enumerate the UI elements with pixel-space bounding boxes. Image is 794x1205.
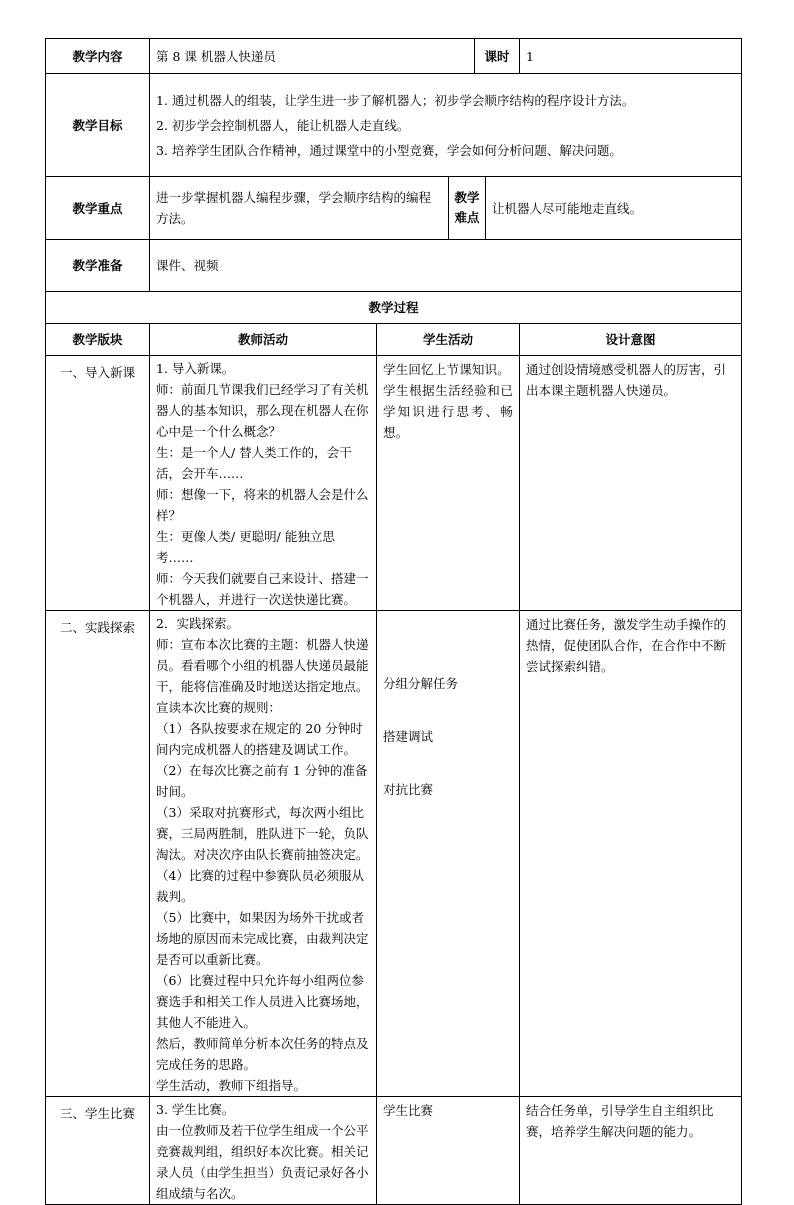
block-3-student	[377, 1097, 520, 1205]
student-line: 学生根据生活经验和已学知识进行思考、畅想。	[383, 383, 514, 440]
teacher-line: 师：宣布本次比赛的主题：机器人快递员。看看哪个小组的机器人快递员最能干，能将信准确及时地送达指定地点。	[156, 637, 369, 694]
hours-label: 课时	[475, 39, 520, 74]
teacher-line: 1. 导入新课。	[156, 361, 235, 376]
block-2-teacher	[150, 611, 377, 1097]
difficulty-label: 教学难点	[449, 177, 486, 240]
process-title-row	[46, 292, 742, 324]
block-1-student	[377, 356, 520, 611]
block-2-student	[377, 611, 520, 1097]
teacher-line: 师：今天我们就要自己来设计、搭建一个机器人，并进行一次送快递比赛。	[156, 571, 369, 607]
student-line: 搭建调试	[383, 729, 434, 744]
column-header-teacher: 教师活动	[150, 324, 377, 356]
column-header-block: 教学版块	[46, 324, 150, 356]
student-line: 分组分解任务	[383, 676, 459, 691]
teacher-line: （1）各队按要求在规定的 20 分钟时间内完成机器人的搭建及调试工作。	[156, 721, 363, 757]
student-line: 学生比赛	[383, 1103, 434, 1118]
spacer	[383, 694, 513, 726]
process-row-1	[46, 356, 742, 611]
goals-row	[46, 74, 742, 177]
key-points-label: 教学重点	[46, 177, 150, 240]
teacher-line: （5）比赛中，如果因为场外干扰或者场地的原因而未完成比赛，由裁判决定是否可以重新比赛。	[156, 910, 369, 967]
teacher-line: （3）采取对抗赛形式，每次两小组比赛，三局两胜制，胜队进下一轮，负队淘汰。对决次序由队长赛前抽签决定。	[156, 805, 369, 862]
student-line: 对抗比赛	[383, 782, 434, 797]
column-header-intent: 设计意图	[520, 324, 742, 356]
teacher-line: 生：更像人类/ 更聪明/ 能独立思考……	[156, 529, 335, 565]
teacher-line: 然后，教师简单分析本次任务的特点及完成任务的思路。	[156, 1036, 369, 1072]
content-label: 教学内容	[46, 39, 150, 74]
teacher-line: （2）在每次比赛之前有 1 分钟的准备时间。	[156, 763, 368, 799]
process-row-2	[46, 611, 742, 1097]
lesson-plan-table	[45, 38, 742, 1205]
block-2-intent: 通过比赛任务，激发学生动手操作的热情，促使团队合作，在合作中不断尝试探索纠错。	[520, 611, 742, 1097]
block-3-teacher	[150, 1097, 377, 1205]
content-row	[46, 39, 742, 74]
block-2-label: 二、实践探索	[46, 611, 150, 1097]
prep-label: 教学准备	[46, 240, 150, 292]
block-3-intent: 结合任务单，引导学生自主组织比赛，培养学生解决问题的能力。	[520, 1097, 742, 1205]
process-header-row	[46, 324, 742, 356]
block-1-label: 一、导入新课	[46, 356, 150, 611]
goal-item-2: 2. 初步学会控制机器人，能让机器人走直线。	[156, 117, 410, 133]
teacher-line: 3. 学生比赛。	[156, 1102, 235, 1117]
prep-row	[46, 240, 742, 292]
difficulty-text: 让机器人尽可能地走直线。	[486, 177, 742, 240]
teacher-line: 师：前面几节课我们已经学习了有关机器人的基本知识，那么现在机器人在你心中是一个什么概念？	[156, 382, 369, 439]
teacher-line: 由一位教师及若干位学生组成一个公平竞赛裁判组，组织好本次比赛。相关记录人员（由学生担当）负责记录好各小组成绩与名次。	[156, 1123, 369, 1201]
lesson-title: 第 8 课 机器人快递员	[150, 39, 475, 74]
teacher-line: 师：想像一下，将来的机器人会是什么样？	[156, 487, 369, 523]
spacer	[383, 747, 513, 779]
process-row-3	[46, 1097, 742, 1205]
prep-text: 课件、视频	[150, 240, 742, 292]
teacher-line: （6）比赛过程中只允许每小组两位参赛选手和相关工作人员进入比赛场地，其他人不能进入。	[156, 973, 369, 1030]
goal-item-1: 1. 通过机器人的组装，让学生进一步了解机器人；初步学会顺序结构的程序设计方法。	[156, 92, 635, 108]
process-title: 教学过程	[46, 292, 742, 324]
teacher-line: （4）比赛的过程中参赛队员必须服从裁判。	[156, 868, 364, 904]
key-points-text: 进一步掌握机器人编程步骤，学会顺序结构的编程方法。	[150, 177, 449, 240]
goals-label: 教学目标	[46, 74, 150, 177]
student-line: 学生回忆上节课知识。	[383, 362, 511, 377]
hours-value: 1	[520, 39, 742, 74]
block-1-teacher	[150, 356, 377, 611]
column-header-student: 学生活动	[377, 324, 520, 356]
block-1-intent: 通过创设情境感受机器人的厉害，引出本课主题机器人快递员。	[520, 356, 742, 611]
teacher-line: 2．实践探索。	[156, 616, 239, 631]
teacher-line: 学生活动，教师下组指导。	[156, 1078, 307, 1093]
teacher-line: 生：是一个人/ 替人类工作的，会干活，会开车……	[156, 445, 352, 481]
teacher-line: 宣读本次比赛的规则：	[156, 700, 282, 715]
goals-list	[150, 74, 742, 177]
block-3-label: 三、学生比赛	[46, 1097, 150, 1205]
key-points-row	[46, 177, 742, 240]
goal-item-3: 3. 培养学生团队合作精神，通过课堂中的小型竞赛，学会如何分析问题、解决问题。	[156, 142, 622, 158]
